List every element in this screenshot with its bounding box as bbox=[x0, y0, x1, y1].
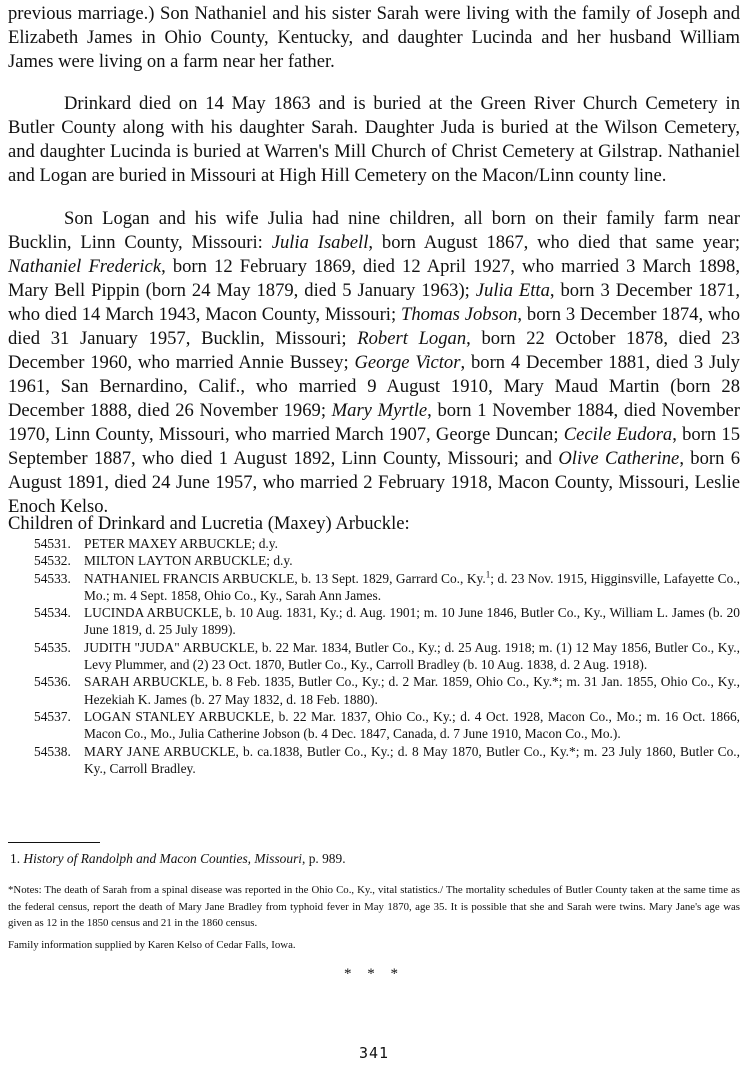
child-number: 54532. bbox=[34, 553, 71, 569]
child-name: George Victor bbox=[354, 352, 461, 373]
child-name: Nathaniel Frederick bbox=[8, 256, 162, 277]
children-list bbox=[34, 535, 740, 777]
children-heading: Children of Drinkard and Lucretia (Maxey) Arbuckle: bbox=[8, 513, 410, 534]
child-name: Julia Isabell bbox=[271, 232, 369, 253]
paragraph-text: , born August 1867, who died that same year; bbox=[368, 232, 740, 253]
child-name: Robert Logan bbox=[357, 328, 467, 349]
child-entry: LUCINDA ARBUCKLE, b. 10 Aug. 1831, Ky.; d. Aug. 1901; m. 10 June 1846, Butler Co., Ky., William L. James (b. 20 June 1819, d. 25 July 1899). bbox=[84, 605, 740, 638]
section-separator: * * * bbox=[344, 966, 404, 982]
paragraph-text: , born 3 December 1874, who died 31 January 1957, Bucklin, Missouri; bbox=[8, 304, 740, 349]
paragraph-burials: Drinkard died on 14 May 1863 and is buried at the Green River Church Cemetery in Butler County along with his daughter Sarah. Daughter Juda is buried at the Wilson Cemetery, and daughter Lucinda is buried at Warren's Mill Church of Christ Cemetery at Gilstrap. Nathaniel and Logan are buried in Missouri at High Hill Cemetery on the Macon/Linn county line. bbox=[8, 93, 740, 186]
child-entry-part: NATHANIEL FRANCIS ARBUCKLE, b. 13 Sept. 1829, Garrard Co., Ky. bbox=[84, 570, 486, 586]
list-item bbox=[34, 552, 740, 569]
list-item bbox=[34, 639, 740, 674]
paragraph-text: Son Logan and his wife Julia had nine children, all born on their family farm near Bucklin, Linn County, Missouri: bbox=[8, 208, 740, 253]
paragraph-text: , born 4 December 1881, died 3 July 1961, San Bernardino, Calif., who married 9 August 1910, Mary Maud Martin (born 28 December 1888, died 26 November 1969; bbox=[8, 352, 740, 421]
paragraph-text: , born 22 October 1878, died 23 December 1960, who married Annie Bussey; bbox=[8, 328, 740, 373]
child-number: 54537. bbox=[34, 708, 71, 724]
child-name: Thomas Jobson bbox=[400, 304, 518, 325]
child-entry: MARY JANE ARBUCKLE, b. ca.1838, Butler Co., Ky.; d. 8 May 1870, Butler Co., Ky.*; m. 23 July 1860, Butler Co., Ky., Carroll Bradley. bbox=[84, 743, 740, 776]
child-number: 54531. bbox=[34, 536, 71, 551]
paragraph-text: , born 3 December 1871, who died 14 March 1943, Macon County, Missouri; bbox=[8, 280, 740, 325]
child-number: 54536. bbox=[34, 674, 71, 690]
notes-paragraph: *Notes: The death of Sarah from a spinal disease was reported in the Ohio Co., Ky., vital statistics./ The mortality schedules of Butler County taken at the same time as the federal census, report the death of Mary Jane Bradley from typhoid fever in May 1870, age 35. It is possible that she and Sarah were twins. Mary Jane's age was given as 12 in the 1850 census and 21 in the 1860 census. bbox=[8, 884, 740, 929]
child-entry bbox=[84, 570, 740, 605]
child-entry: SARAH ARBUCKLE, b. 8 Feb. 1835, Butler Co., Ky.; d. 2 Mar. 1859, Ohio Co., Ky.*; m. 31 Jan. 1855, Ohio Co., Ky., Hezekiah K. James (b. 27 May 1832, d. 18 Feb. 1880). bbox=[84, 674, 740, 707]
footnote-divider bbox=[8, 842, 100, 843]
child-name: Mary Myrtle bbox=[331, 400, 428, 421]
child-number: 54535. bbox=[34, 639, 71, 655]
list-item bbox=[34, 708, 740, 743]
list-item bbox=[34, 604, 740, 639]
child-entry: MILTON LAYTON ARBUCKLE; d.y. bbox=[84, 553, 293, 569]
child-name: Olive Catherine bbox=[558, 448, 680, 469]
child-entry: LOGAN STANLEY ARBUCKLE, b. 22 Mar. 1837, Ohio Co., Ky.; d. 4 Oct. 1928, Macon Co., Mo.; m. 16 Oct. 1866, Macon Co., Mo., Julia Catherine Jobson (b. 4 Dec. 1847, Canada, d. 7 June 1910, Macon Co., Mo.). bbox=[84, 708, 740, 742]
child-entry-part: ; d. 23 Nov. 1915, Higginsville, Lafayette Co., Mo.; m. 4 Sept. 1858, Ohio Co., Ky., Sarah Ann James. bbox=[84, 570, 740, 603]
footnote bbox=[10, 850, 346, 868]
footnote-title: History of Randolph and Macon Counties, Missouri bbox=[23, 851, 303, 866]
paragraph-text: , born 1 November 1884, died November 1970, Linn County, Missouri, who married March 1907, George Duncan; bbox=[8, 400, 740, 445]
child-name: Julia Etta bbox=[475, 280, 550, 301]
list-item bbox=[34, 535, 740, 552]
paragraph-previous-marriage: previous marriage.) Son Nathaniel and his sister Sarah were living with the family of Joseph and Elizabeth James in Ohio County, Kentucky, and daughter Lucinda and her husband William James were living on a farm near her father. bbox=[8, 3, 740, 72]
child-entry: PETER MAXEY ARBUCKLE; d.y. bbox=[84, 536, 278, 551]
footnote-page: , p. 989. bbox=[302, 851, 346, 866]
paragraph-text: , born 6 August 1891, died 24 June 1957, who married 2 February 1918, Macon County, Missouri, Leslie Enoch Kelso. bbox=[8, 448, 741, 517]
child-number: 54538. bbox=[34, 743, 71, 759]
child-entry: JUDITH "JUDA" ARBUCKLE, b. 22 Mar. 1834, Butler Co., Ky.; d. 25 Aug. 1918; m. (1) 12 May 1856, Butler Co., Ky., Levy Plummer, and (2) 23 Oct. 1870, Butler Co., Ky., Carroll Bradley (b. 10 Aug. 1838, d. 2 Aug. 1918). bbox=[84, 639, 740, 673]
paragraph-text: , born 15 September 1887, who died 1 August 1892, Linn County, Missouri; and bbox=[8, 424, 741, 469]
paragraph-logan-children bbox=[8, 207, 740, 519]
list-item bbox=[34, 743, 740, 778]
list-item bbox=[34, 673, 740, 708]
paragraph-text: , born 12 February 1869, died 12 April 1927, who married 3 March 1898, Mary Bell Pippin (born 24 May 1879, died 5 January 1963); bbox=[8, 256, 741, 301]
family-info: Family information supplied by Karen Kelso of Cedar Falls, Iowa. bbox=[8, 939, 296, 951]
page-number: 341 bbox=[358, 1044, 390, 1062]
child-number: 54533. bbox=[34, 570, 71, 586]
footnote-marker: 1 bbox=[485, 569, 491, 580]
child-number: 54534. bbox=[34, 605, 71, 621]
footnote-number: 1. bbox=[10, 851, 21, 866]
child-name: Cecile Eudora bbox=[563, 424, 673, 445]
list-item bbox=[34, 570, 740, 605]
